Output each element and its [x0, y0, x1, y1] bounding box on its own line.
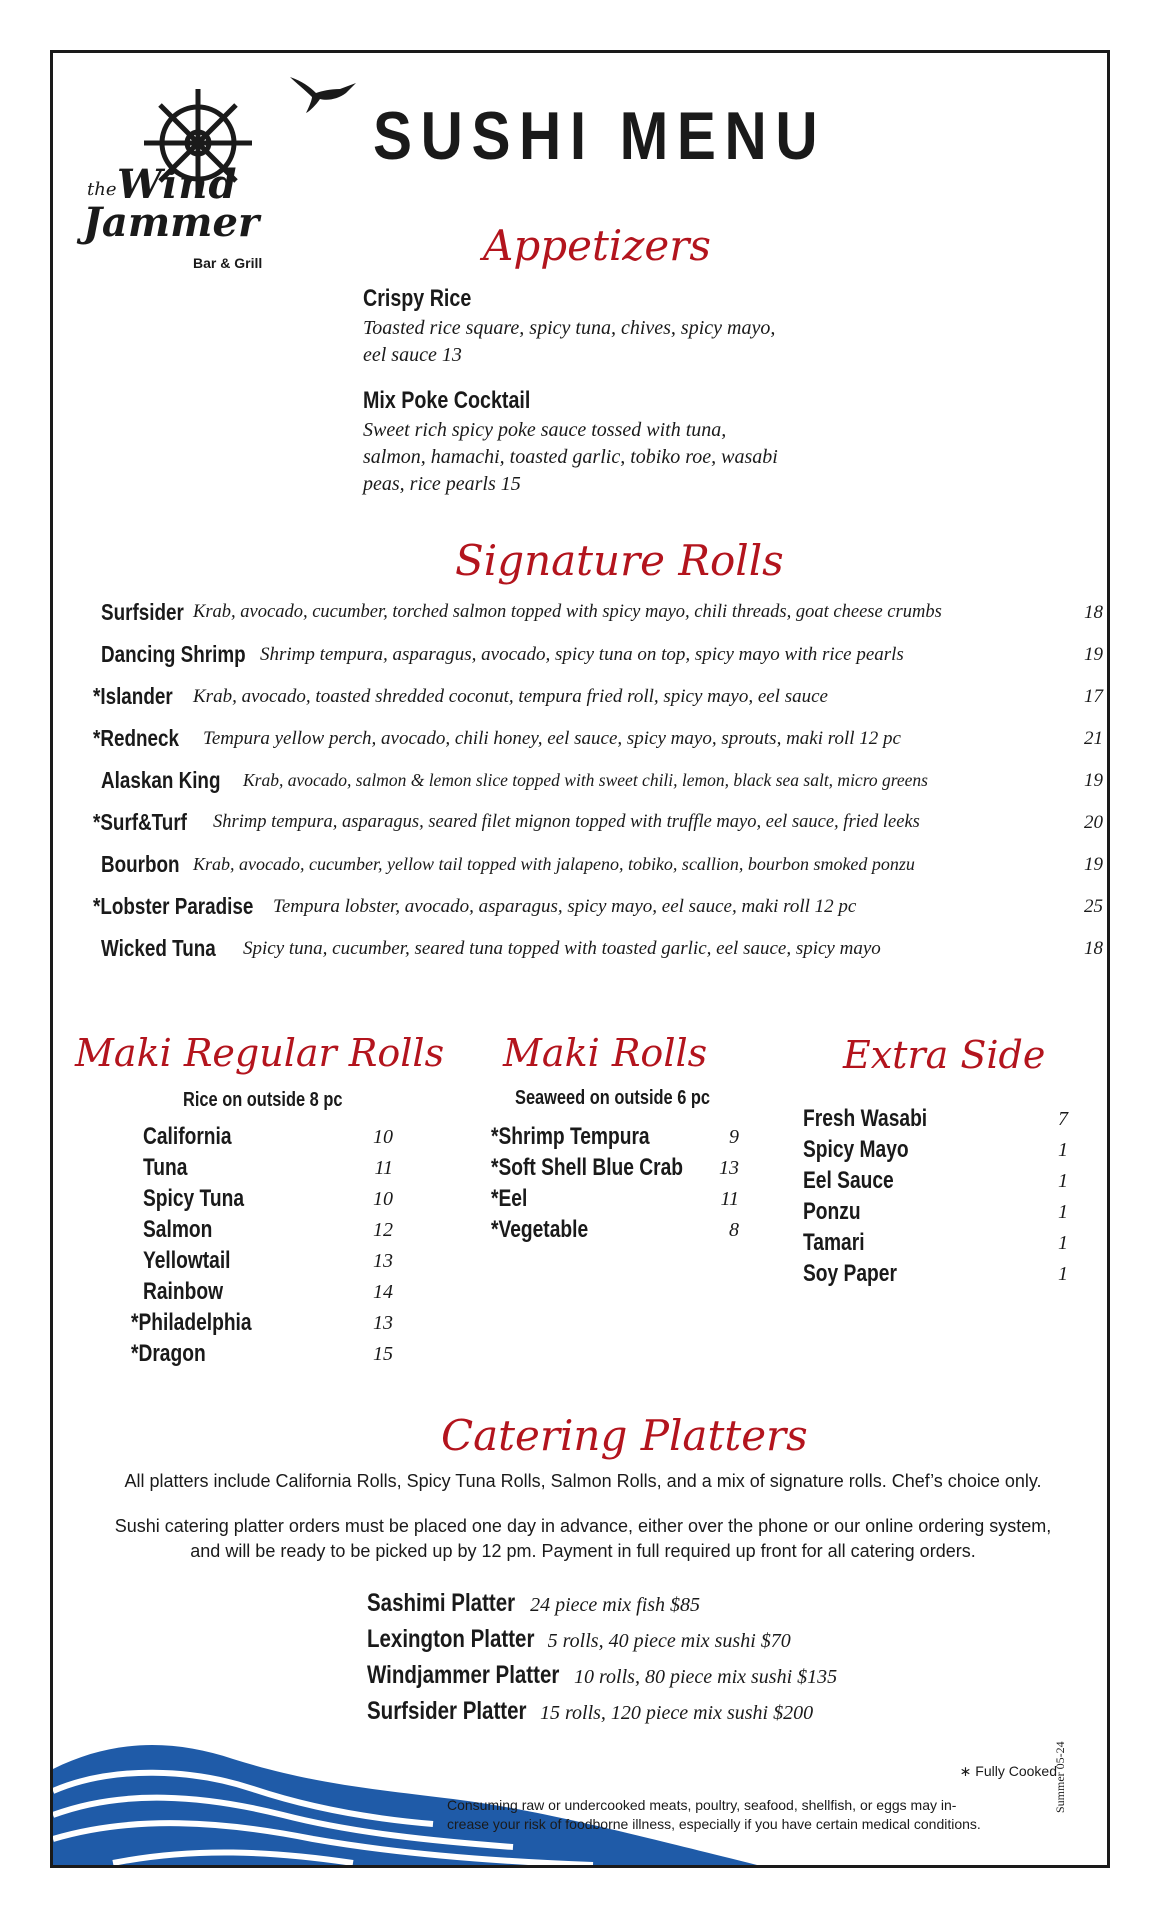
- item-price: 1: [1058, 1263, 1068, 1285]
- appetizer-desc: peas, rice pearls 15: [363, 473, 521, 495]
- appetizer-name: Crispy Rice: [363, 285, 472, 312]
- signature-row: [93, 851, 1103, 887]
- signature-price: 17: [1084, 686, 1103, 707]
- logo-tagline: Bar & Grill: [193, 255, 263, 271]
- page-title: SUSHI MENU: [373, 98, 827, 174]
- signature-name: Wicked Tuna: [101, 935, 216, 961]
- catering-note: and will be ready to be picked up by 12 pm. Payment in full required up front for all catering orders.: [190, 1541, 976, 1561]
- appetizer-name: Mix Poke Cocktail: [363, 387, 531, 414]
- item-name: Fresh Wasabi: [803, 1105, 928, 1132]
- maki-regular-subtitle: Rice on outside 8 pc: [183, 1089, 343, 1111]
- item-name: *Soft Shell Blue Crab: [491, 1154, 684, 1181]
- signature-row: [93, 641, 1103, 677]
- appetizer-desc: eel sauce 13: [363, 344, 462, 366]
- item-price: 15: [373, 1343, 393, 1365]
- item-price: 14: [373, 1281, 393, 1303]
- extra-list: [803, 1105, 1068, 1291]
- edition-label: Summer 05-24: [1053, 1741, 1067, 1813]
- platter-name: Surfsider Platter: [367, 1697, 527, 1725]
- signature-price: 25: [1084, 896, 1103, 917]
- item-name: Soy Paper: [803, 1260, 897, 1287]
- appetizers-heading: Appetizers: [483, 221, 711, 270]
- signature-name: *Lobster Paradise: [93, 893, 254, 919]
- signature-desc: Spicy tuna, cucumber, seared tuna topped with toasted garlic, eel sauce, spicy mayo: [243, 938, 881, 959]
- signature-name: Alaskan King: [101, 767, 221, 793]
- logo-wind: Wind: [117, 161, 238, 208]
- signature-row: [93, 809, 1103, 845]
- platter-desc: 5 rolls, 40 piece mix sushi $70: [547, 1630, 791, 1652]
- item-name: Tamari: [803, 1229, 865, 1256]
- signature-row: [93, 935, 1103, 971]
- appetizer-desc: Toasted rice square, spicy tuna, chives, spicy mayo,: [363, 317, 776, 339]
- signature-price: 19: [1084, 644, 1103, 665]
- item-name: Spicy Mayo: [803, 1136, 909, 1163]
- catering-heading: Catering Platters: [441, 1411, 808, 1460]
- signature-row: [93, 725, 1103, 761]
- list-item: [131, 1216, 393, 1247]
- signature-price: 19: [1084, 770, 1103, 791]
- signature-row: [93, 683, 1103, 719]
- appetizer-desc: Sweet rich spicy poke sauce tossed with tuna,: [363, 419, 727, 441]
- item-price: 7: [1058, 1108, 1068, 1130]
- logo-the: the: [87, 179, 117, 200]
- item-name: Salmon: [143, 1216, 213, 1243]
- item-price: 9: [729, 1126, 739, 1148]
- maki-subtitle: Seaweed on outside 6 pc: [515, 1087, 711, 1109]
- platter-desc: 24 piece mix fish $85: [530, 1594, 701, 1616]
- list-item: [131, 1154, 393, 1185]
- list-item: [131, 1123, 393, 1154]
- item-price: 1: [1058, 1170, 1068, 1192]
- bird-icon: [288, 69, 358, 115]
- item-name: Rainbow: [143, 1278, 223, 1305]
- list-item: [491, 1123, 739, 1154]
- signature-name: *Redneck: [93, 725, 179, 751]
- list-item: [491, 1216, 739, 1247]
- signature-price: 20: [1084, 812, 1103, 833]
- disclaimer: Consuming raw or undercooked meats, poultry, seafood, shellfish, or eggs may in-: [447, 1797, 957, 1813]
- disclaimer: crease your risk of foodborne illness, especially if you have certain medical conditions.: [447, 1816, 981, 1832]
- item-name: California: [143, 1123, 232, 1150]
- list-item: [131, 1309, 393, 1340]
- list-item: [803, 1167, 1068, 1198]
- platter-desc: 10 rolls, 80 piece mix sushi $135: [574, 1666, 838, 1688]
- signature-price: 19: [1084, 854, 1103, 875]
- list-item: [803, 1229, 1068, 1260]
- item-price: 11: [720, 1188, 739, 1210]
- platter-row: [367, 1625, 791, 1661]
- item-price: 13: [373, 1312, 393, 1334]
- signature-row: [93, 599, 1103, 635]
- item-price: 12: [373, 1219, 393, 1241]
- catering-note: All platters include California Rolls, Spicy Tuna Rolls, Salmon Rolls, and a mix of signature rolls. Chef’s choice only.: [124, 1471, 1042, 1491]
- signature-name: Bourbon: [101, 851, 180, 877]
- platter-row: [367, 1589, 700, 1625]
- list-item: [131, 1278, 393, 1309]
- signature-name: *Islander: [93, 683, 173, 709]
- item-price: 1: [1058, 1139, 1068, 1161]
- logo-jammer: Jammer: [83, 199, 260, 246]
- signature-desc: Shrimp tempura, asparagus, avocado, spicy tuna on top, spicy mayo with rice pearls: [260, 644, 904, 665]
- maki-regular-heading: Maki Regular Rolls: [75, 1031, 445, 1075]
- signature-desc: Tempura yellow perch, avocado, chili honey, eel sauce, spicy mayo, sprouts, maki roll 12 pc: [203, 728, 901, 749]
- item-name: Tuna: [143, 1154, 188, 1181]
- item-name: Yellowtail: [143, 1247, 231, 1274]
- fully-cooked-note: ∗ Fully Cooked: [959, 1763, 1057, 1779]
- item-name: *Dragon: [131, 1340, 206, 1367]
- signature-price: 18: [1084, 602, 1103, 623]
- signature-heading: Signature Rolls: [455, 536, 784, 585]
- platter-name: Windjammer Platter: [367, 1661, 560, 1689]
- logo: [83, 83, 263, 271]
- signature-row: [93, 767, 1103, 803]
- item-name: *Shrimp Tempura: [491, 1123, 650, 1150]
- list-item: [803, 1136, 1068, 1167]
- item-price: 1: [1058, 1232, 1068, 1254]
- maki-list: [491, 1123, 739, 1247]
- signature-desc: Krab, avocado, cucumber, torched salmon topped with spicy mayo, chili threads, goat cheese crumbs: [193, 602, 942, 622]
- list-item: [803, 1198, 1068, 1229]
- platter-desc: 15 rolls, 120 piece mix sushi $200: [539, 1702, 814, 1724]
- item-name: Spicy Tuna: [143, 1185, 244, 1212]
- signature-price: 18: [1084, 938, 1103, 959]
- list-item: [803, 1105, 1068, 1136]
- item-name: Eel Sauce: [803, 1167, 894, 1194]
- item-name: *Eel: [491, 1185, 528, 1212]
- maki-regular-list: [131, 1123, 393, 1371]
- item-name: Ponzu: [803, 1198, 861, 1225]
- list-item: [491, 1154, 739, 1185]
- signature-desc: Krab, avocado, salmon & lemon slice topped with sweet chili, lemon, black sea salt, micro greens: [243, 770, 928, 790]
- maki-heading: Maki Rolls: [503, 1031, 708, 1075]
- extra-heading: Extra Side: [843, 1033, 1046, 1077]
- signature-name: Dancing Shrimp: [101, 641, 246, 667]
- list-item: [131, 1340, 393, 1371]
- platter-name: Sashimi Platter: [367, 1589, 516, 1617]
- list-item: [131, 1185, 393, 1216]
- item-price: 8: [729, 1219, 739, 1241]
- item-name: *Philadelphia: [131, 1309, 252, 1336]
- item-price: 10: [373, 1188, 393, 1210]
- menu-frame: [50, 50, 1110, 1868]
- appetizer-desc: salmon, hamachi, toasted garlic, tobiko roe, wasabi: [363, 446, 778, 468]
- list-item: [131, 1247, 393, 1278]
- signature-name: *Surf&Turf: [93, 809, 187, 835]
- catering-note: Sushi catering platter orders must be placed one day in advance, either over the phone or our online ordering system,: [114, 1516, 1052, 1536]
- item-price: 13: [373, 1250, 393, 1272]
- signature-desc: Krab, avocado, cucumber, yellow tail topped with jalapeno, tobiko, scallion, bourbon smoked ponzu: [193, 854, 915, 874]
- signature-desc: Krab, avocado, toasted shredded coconut, tempura fried roll, spicy mayo, eel sauce: [193, 686, 828, 707]
- item-name: *Vegetable: [491, 1216, 589, 1243]
- item-price: 10: [373, 1126, 393, 1148]
- platter-row: [367, 1661, 837, 1697]
- signature-desc: Tempura lobster, avocado, asparagus, spicy mayo, eel sauce, maki roll 12 pc: [273, 896, 857, 917]
- signature-price: 21: [1084, 728, 1103, 749]
- signature-name: Surfsider: [101, 599, 184, 625]
- item-price: 1: [1058, 1201, 1068, 1223]
- platter-name: Lexington Platter: [367, 1625, 535, 1653]
- list-item: [491, 1185, 739, 1216]
- item-price: 13: [719, 1157, 739, 1179]
- item-price: 11: [374, 1157, 393, 1179]
- platter-row: [367, 1697, 813, 1733]
- signature-desc: Shrimp tempura, asparagus, seared filet mignon topped with truffle mayo, eel sauce, fried leeks: [213, 812, 920, 832]
- list-item: [803, 1260, 1068, 1291]
- signature-row: [93, 893, 1103, 929]
